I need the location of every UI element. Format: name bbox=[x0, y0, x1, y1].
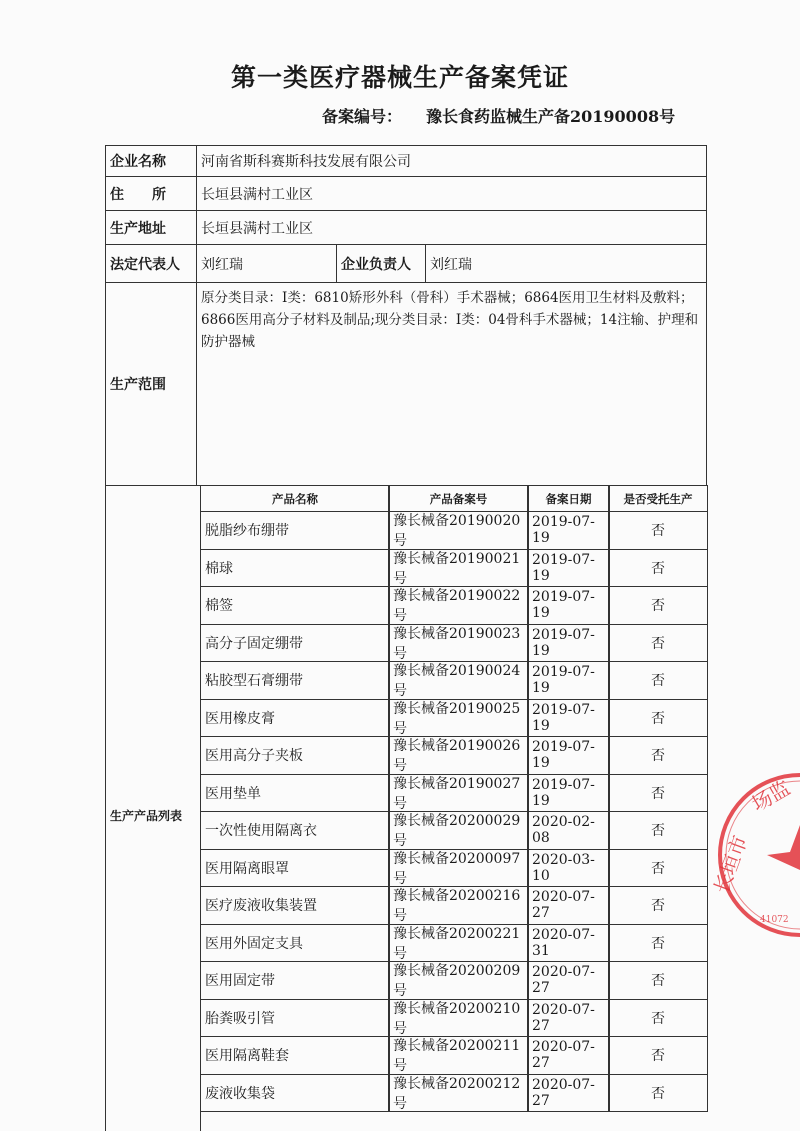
product-record-date: 2019-07-19 bbox=[527, 549, 610, 588]
product-record-number: 豫长械备20190027号 bbox=[388, 774, 529, 813]
svg-text:长垣市: 长垣市 bbox=[709, 832, 753, 897]
product-entrusted: 否 bbox=[608, 924, 708, 963]
product-record-date: 2020-07-27 bbox=[527, 961, 610, 1000]
product-entrusted: 否 bbox=[608, 586, 708, 625]
product-entrusted: 否 bbox=[608, 849, 708, 888]
product-record-date: 2019-07-19 bbox=[527, 624, 610, 663]
product-name: 一次性使用隔离衣 bbox=[200, 811, 390, 850]
product-entrusted: 否 bbox=[608, 699, 708, 738]
principal-value: 刘红瑞 bbox=[425, 244, 707, 283]
svg-text:场监: 场监 bbox=[747, 775, 795, 817]
product-entrusted: 否 bbox=[608, 811, 708, 850]
principal-label: 企业负责人 bbox=[336, 244, 426, 283]
product-record-number: 豫长械备20200210号 bbox=[388, 999, 529, 1038]
product-entrusted: 否 bbox=[608, 774, 708, 813]
product-name: 脱脂纱布绷带 bbox=[200, 511, 390, 550]
product-record-number: 豫长械备20190023号 bbox=[388, 624, 529, 663]
product-record-number: 豫长械备20200212号 bbox=[388, 1074, 529, 1113]
scope-value: 原分类目录：Ⅰ类：6810矫形外科（骨科）手术器械；6864医用卫生材料及敷料；6866医用高分子材料及制品;现分类目录：Ⅰ类：04骨科手术器械；14注输、护理和防护器械 bbox=[196, 282, 707, 486]
product-name: 棉球 bbox=[200, 549, 390, 588]
product-record-date: 2019-07-19 bbox=[527, 736, 610, 775]
product-entrusted: 否 bbox=[608, 549, 708, 588]
production-address-label: 生产地址 bbox=[105, 210, 197, 245]
product-entrusted: 否 bbox=[608, 961, 708, 1000]
product-record-number: 豫长械备20200211号 bbox=[388, 1036, 529, 1075]
header-entrusted: 是否受托生产 bbox=[608, 485, 708, 512]
scope-label: 生产范围 bbox=[105, 282, 197, 486]
product-entrusted: 否 bbox=[608, 661, 708, 700]
svg-text:41072: 41072 bbox=[760, 915, 789, 925]
product-list-label: 生产产品列表 bbox=[105, 485, 201, 1131]
residence-label: 住 所 bbox=[105, 176, 197, 211]
product-record-number: 豫长械备20190025号 bbox=[388, 699, 529, 738]
product-entrusted: 否 bbox=[608, 511, 708, 550]
product-record-number: 豫长械备20190021号 bbox=[388, 549, 529, 588]
record-number-value: 豫长食药监械生产备20190008号 bbox=[426, 107, 676, 126]
header-product-name: 产品名称 bbox=[200, 485, 390, 512]
company-value: 河南省斯科赛斯科技发展有限公司 bbox=[196, 145, 707, 177]
product-name: 医用隔离鞋套 bbox=[200, 1036, 390, 1075]
product-record-date: 2019-07-19 bbox=[527, 661, 610, 700]
product-name: 医疗废液收集装置 bbox=[200, 886, 390, 925]
product-entrusted: 否 bbox=[608, 999, 708, 1038]
product-entrusted: 否 bbox=[608, 736, 708, 775]
product-record-date: 2019-07-19 bbox=[527, 511, 610, 550]
product-name: 胎粪吸引管 bbox=[200, 999, 390, 1038]
product-name: 废液收集袋 bbox=[200, 1074, 390, 1113]
product-record-date: 2020-07-27 bbox=[527, 999, 610, 1038]
product-name: 医用隔离眼罩 bbox=[200, 849, 390, 888]
product-record-date: 2020-07-27 bbox=[527, 1074, 610, 1113]
legal-rep-label: 法定代表人 bbox=[105, 244, 197, 283]
product-entrusted: 否 bbox=[608, 1036, 708, 1075]
product-name: 粘胶型石膏绷带 bbox=[200, 661, 390, 700]
product-name: 医用垫单 bbox=[200, 774, 390, 813]
product-record-date: 2019-07-19 bbox=[527, 586, 610, 625]
residence-value: 长垣县满村工业区 bbox=[196, 176, 707, 211]
product-entrusted: 否 bbox=[608, 1074, 708, 1113]
product-record-date: 2020-07-27 bbox=[527, 886, 610, 925]
header-record-number: 产品备案号 bbox=[388, 485, 529, 512]
product-record-number: 豫长械备20200029号 bbox=[388, 811, 529, 850]
product-record-number: 豫长械备20200097号 bbox=[388, 849, 529, 888]
product-entrusted: 否 bbox=[608, 624, 708, 663]
product-record-date: 2020-07-27 bbox=[527, 1036, 610, 1075]
product-record-date: 2020-07-31 bbox=[527, 924, 610, 963]
product-record-number: 豫长械备20200216号 bbox=[388, 886, 529, 925]
product-record-date: 2020-02-08 bbox=[527, 811, 610, 850]
company-label: 企业名称 bbox=[105, 145, 197, 177]
legal-rep-value: 刘红瑞 bbox=[196, 244, 337, 283]
product-name: 医用外固定支具 bbox=[200, 924, 390, 963]
record-number-label: 备案编号： bbox=[322, 107, 403, 126]
product-record-date: 2019-07-19 bbox=[527, 774, 610, 813]
product-name: 棉签 bbox=[200, 586, 390, 625]
product-record-number: 豫长械备20190022号 bbox=[388, 586, 529, 625]
product-record-number: 豫长械备20200221号 bbox=[388, 924, 529, 963]
official-seal bbox=[705, 770, 800, 940]
product-name: 医用橡皮膏 bbox=[200, 699, 390, 738]
production-address-value: 长垣县满村工业区 bbox=[196, 210, 707, 245]
product-name: 高分子固定绷带 bbox=[200, 624, 390, 663]
product-record-date: 2019-07-19 bbox=[527, 699, 610, 738]
record-number bbox=[322, 104, 675, 127]
page-title: 第一类医疗器械生产备案凭证 bbox=[230, 63, 569, 92]
product-record-number: 豫长械备20190020号 bbox=[388, 511, 529, 550]
product-name: 医用高分子夹板 bbox=[200, 736, 390, 775]
product-name: 医用固定带 bbox=[200, 961, 390, 1000]
product-record-number: 豫长械备20200209号 bbox=[388, 961, 529, 1000]
product-record-date: 2020-03-10 bbox=[527, 849, 610, 888]
product-record-number: 豫长械备20190024号 bbox=[388, 661, 529, 700]
product-record-number: 豫长械备20190026号 bbox=[388, 736, 529, 775]
header-record-date: 备案日期 bbox=[527, 485, 610, 512]
product-entrusted: 否 bbox=[608, 886, 708, 925]
